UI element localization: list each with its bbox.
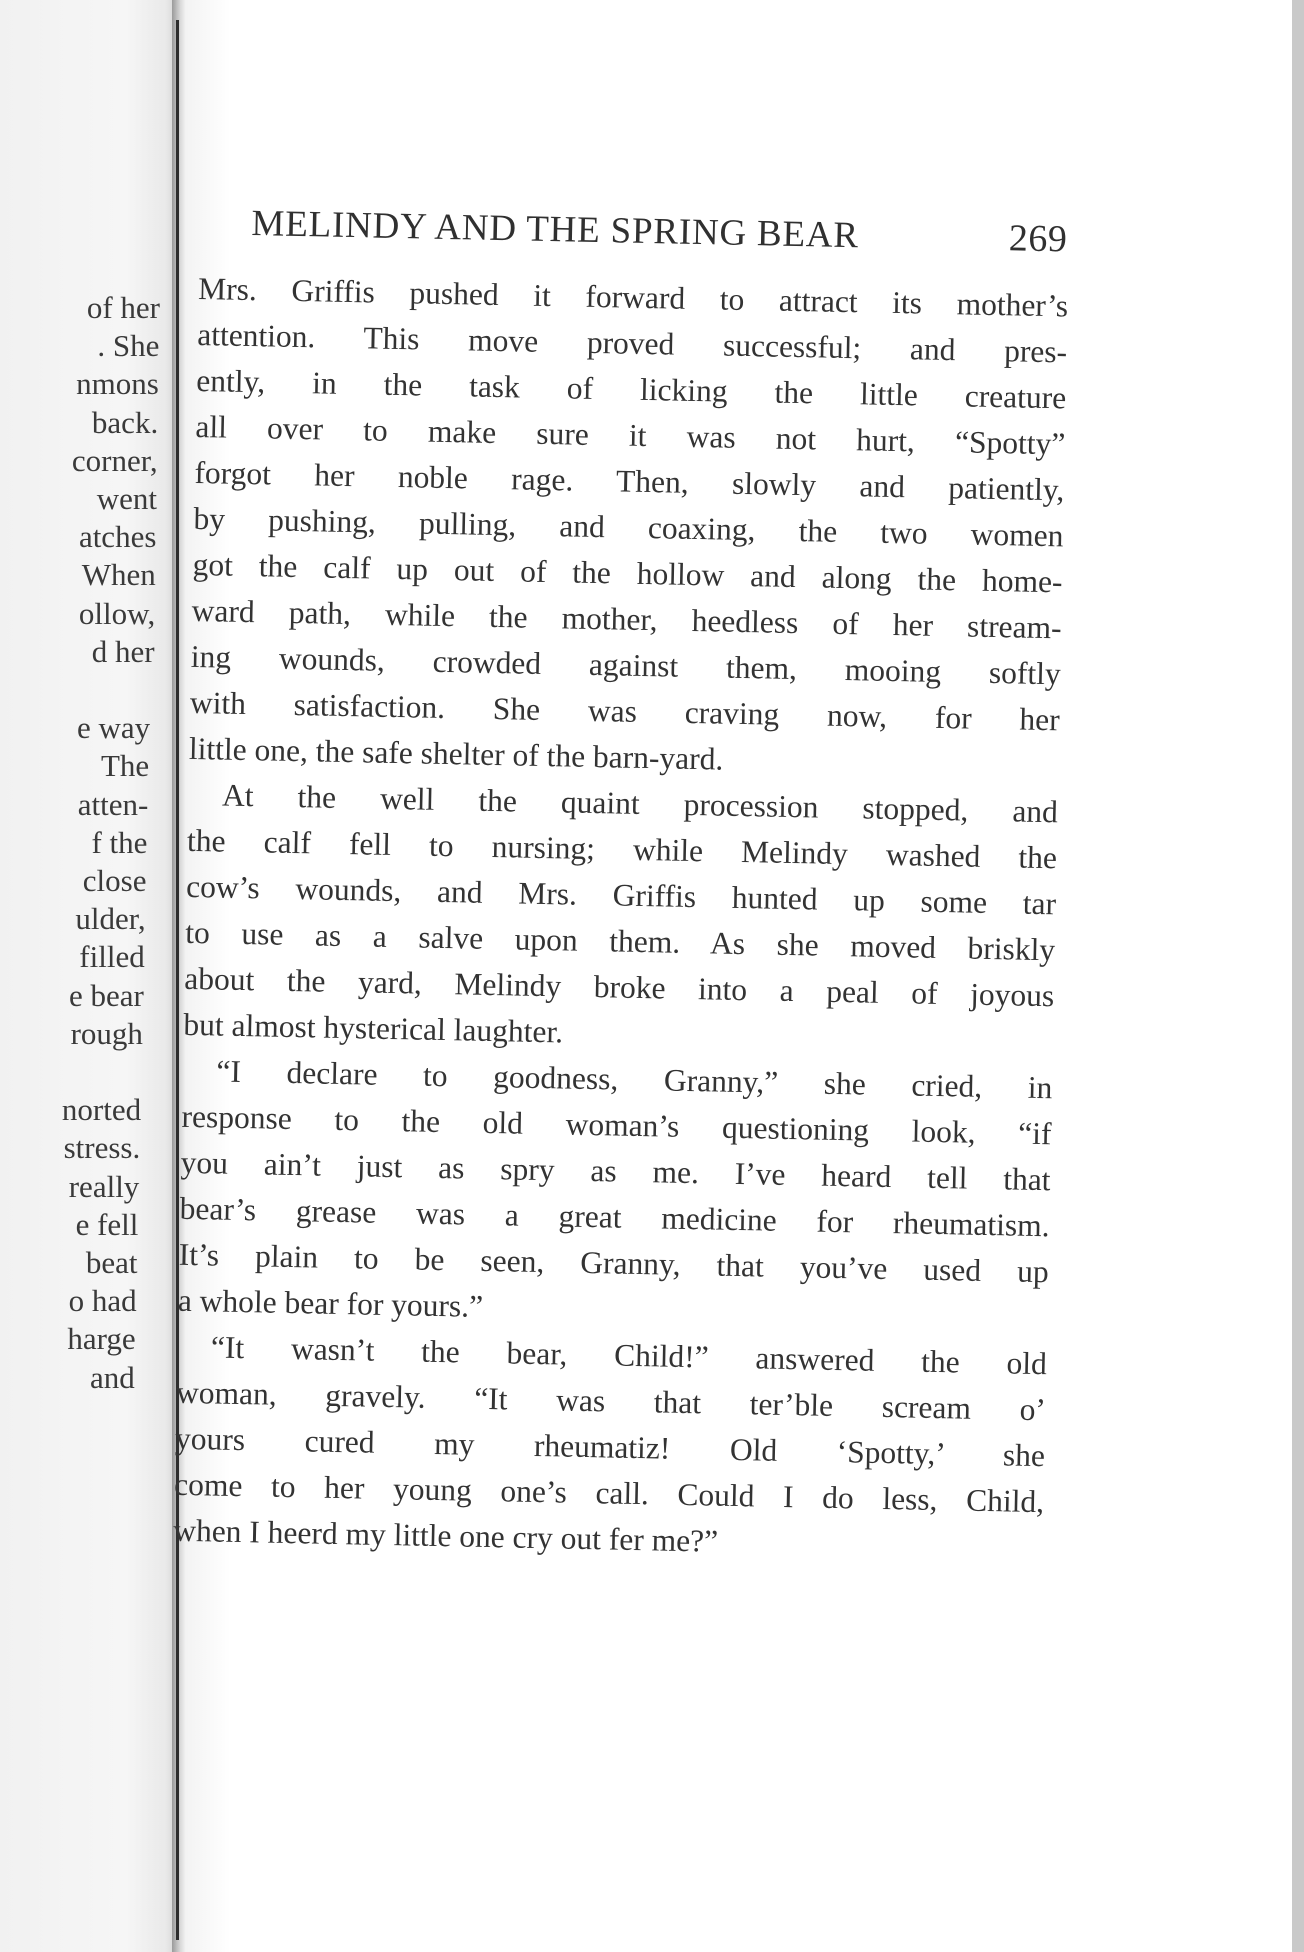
text-line: by pushing, pulling, and coaxing, the two women bbox=[193, 500, 1064, 554]
text-line: response to the old woman’s questioning look, “if bbox=[181, 1098, 1052, 1152]
text-line: bear’s grease was a great medicine for rheumatism. bbox=[179, 1190, 1050, 1244]
left-page bbox=[0, 0, 180, 1952]
text-line: about the yard, Melindy broke into a peal of joyous bbox=[184, 960, 1055, 1014]
left-page-fragment: of her bbox=[86, 290, 160, 325]
text-line: ward path, while the mother, heedless of her stream- bbox=[191, 592, 1062, 646]
text-line: yours cured my rheumatiz! Old ‘Spotty,’ she bbox=[174, 1420, 1046, 1474]
left-page-fragment: f the bbox=[91, 824, 148, 860]
text-line: cow’s wounds, and Mrs. Griffis hunted up some tar bbox=[185, 868, 1057, 922]
text-line: attention. This move proved successful; and pres- bbox=[196, 316, 1068, 370]
text-line: Mrs. Griffis pushed it forward to attract its mother’s bbox=[197, 270, 1069, 324]
page-text-block bbox=[173, 200, 1070, 1571]
text-line: with satisfaction. She was craving now, for her bbox=[189, 684, 1061, 738]
left-page-fragment: o had bbox=[68, 1283, 137, 1319]
paragraph bbox=[173, 1324, 1047, 1571]
text-line: At the well the quaint procession stopped, and bbox=[221, 777, 1059, 830]
paragraph bbox=[183, 772, 1058, 1065]
text-line: to use as a salve upon them. As she moved briskly bbox=[184, 914, 1056, 968]
left-page-fragment: stress. bbox=[63, 1130, 141, 1166]
text-line: a whole bear for yours.” bbox=[177, 1282, 484, 1324]
gutter-line bbox=[176, 20, 179, 1940]
text-line: but almost hysterical laughter. bbox=[183, 1006, 564, 1050]
scan-right-edge bbox=[1292, 0, 1304, 1952]
text-line: woman, gravely. “It was that ter’ble scream o’ bbox=[175, 1374, 1047, 1428]
text-line: all over to make sure it was not hurt, “Spotty” bbox=[195, 408, 1066, 462]
left-page-fragment: back. bbox=[91, 404, 159, 440]
left-page-fragment: e fell bbox=[75, 1206, 139, 1242]
left-page-fragment: went bbox=[96, 481, 157, 516]
left-page-fragment: corner, bbox=[71, 442, 158, 478]
left-page-fragment: atten- bbox=[77, 786, 149, 822]
left-page-fragment: atches bbox=[78, 519, 157, 555]
left-page-fragment: rough bbox=[70, 1015, 143, 1051]
body-text bbox=[173, 266, 1069, 1571]
left-page-fragment: close bbox=[82, 863, 147, 898]
left-page-fragment: harge bbox=[67, 1321, 136, 1357]
text-line: “I declare to goodness, Granny,” she cried, in bbox=[216, 1053, 1053, 1106]
left-page-fragment: When bbox=[81, 557, 156, 593]
left-page-fragment: beat bbox=[85, 1245, 138, 1280]
left-page-fragment: ulder, bbox=[75, 901, 146, 937]
paragraph bbox=[177, 1048, 1052, 1341]
left-page-fragment: filled bbox=[79, 939, 145, 975]
page-number: 269 bbox=[1008, 217, 1068, 261]
left-page-fragment: e way bbox=[76, 710, 151, 746]
text-line: ing wounds, crowded against them, mooing softly bbox=[190, 638, 1062, 692]
text-line: the calf fell to nursing; while Melindy washed the bbox=[186, 822, 1058, 876]
left-page-fragment: ollow, bbox=[78, 595, 156, 631]
left-page-fragment: The bbox=[101, 748, 150, 784]
running-head-title: MELINDY AND THE SPRING BEAR bbox=[251, 203, 860, 257]
left-page-fragment: e bear bbox=[68, 977, 144, 1013]
left-page-fragment: . She bbox=[97, 328, 160, 364]
text-line: come to her young one’s call. Could I do less, Child, bbox=[173, 1466, 1045, 1520]
text-line: It’s plain to be seen, Granny, that you’ve used up bbox=[178, 1236, 1050, 1290]
left-page-fragment: norted bbox=[61, 1092, 142, 1128]
left-page-fragment: nmons bbox=[76, 366, 159, 402]
text-line: forgot her noble rage. Then, slowly and patiently, bbox=[194, 454, 1065, 508]
paragraph bbox=[189, 266, 1069, 789]
left-page-fragment: really bbox=[68, 1168, 140, 1204]
text-line: “It wasn’t the bear, Child!” answered the old bbox=[210, 1329, 1048, 1382]
left-page-fragment: and bbox=[90, 1359, 135, 1395]
text-line: got the calf up out of the hollow and along the home- bbox=[192, 546, 1063, 600]
text-line: little one, the safe shelter of the barn-yard. bbox=[188, 730, 724, 777]
text-line: ently, in the task of licking the little creature bbox=[196, 362, 1067, 416]
text-line: when I heerd my little one cry out fer me?” bbox=[172, 1512, 719, 1559]
left-page-fragment: d her bbox=[91, 633, 155, 669]
text-line: you ain’t just as spry as me. I’ve heard tell that bbox=[180, 1144, 1051, 1198]
